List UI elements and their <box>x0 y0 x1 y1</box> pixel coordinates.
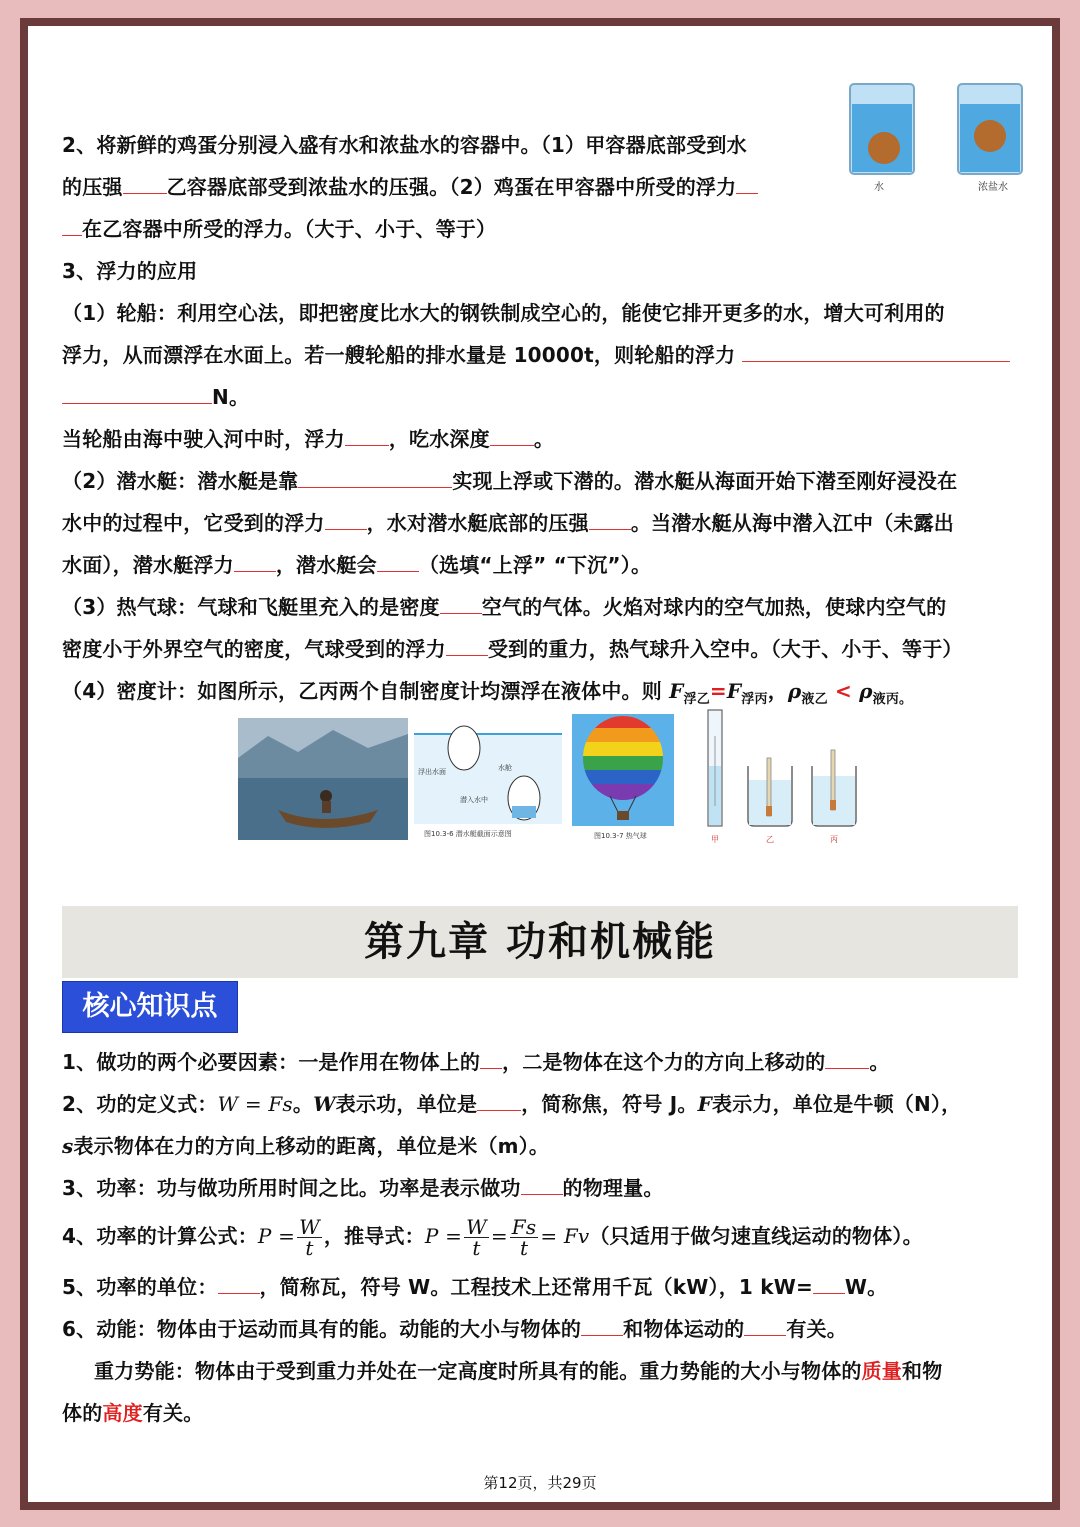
sub-label-top: 浮出水面 <box>418 768 446 776</box>
q2-line1: 2、将新鲜的鸡蛋分别浸入盛有水和浓盐水的容器中。（1）甲容器底部受到水 <box>62 133 747 157</box>
ch9-gravity-line1: 重力势能：物体由于受到重力并处在一定高度时所具有的能。重力势能的大小与物体的质量和物 <box>94 1359 943 1383</box>
answer-blank[interactable] <box>325 508 367 530</box>
answer-blank[interactable] <box>218 1272 260 1294</box>
sub-label-bot: 潜入水中 <box>460 796 488 804</box>
q3-sub-line3: 水面），潜水艇浮力 ，潜水艇会 （选填“上浮” “下沉”）。 <box>62 544 1022 586</box>
answer-blank[interactable] <box>62 214 82 236</box>
answer-blank[interactable] <box>813 1272 845 1294</box>
answer-blank[interactable] <box>377 550 419 572</box>
beaker-salt-label: 浓盐水 <box>978 182 1008 193</box>
sub-caption: 图10.3-6 潜水艇截面示意图 <box>424 830 512 838</box>
answer-blank[interactable] <box>123 172 167 194</box>
ch9-item4: 4、功率的计算公式：P = $\frac{W}{t}$ ，推导式：P = $\frac{W}{t}$ = $\frac{Fs}{t}$ = Fv（只适用于做匀速直线运动的物体）。 <box>62 1215 923 1260</box>
answer-blank[interactable] <box>589 508 631 530</box>
q3-ship-line4: 当轮船由海中驶入河中时，浮力 ，吃水深度 。 <box>62 418 1022 460</box>
cylinder-jia <box>708 710 722 826</box>
q2-line2: 的压强 乙容器底部受到浓盐水的压强。（2）鸡蛋在甲容器中所受的浮力 <box>62 166 1022 208</box>
q3-ship-line1: （1）轮船：利用空心法，即把密度比水大的钢铁制成空心的，能使它排开更多的水，增大可利用的 <box>62 301 945 325</box>
q2-line3: 在乙容器中所受的浮力。（大于、小于、等于） <box>62 208 1022 250</box>
answer-blank[interactable] <box>736 172 758 194</box>
chapter-title: 第九章 功和机械能 <box>62 906 1018 978</box>
answer-blank[interactable] <box>825 1047 869 1069</box>
page-footer: 第12页，共29页 <box>483 1474 597 1492</box>
beaker-water-label: 水 <box>874 182 884 193</box>
sub-label-mid: 水舱 <box>498 764 512 772</box>
answer-blank[interactable] <box>480 1047 502 1069</box>
answer-blank[interactable] <box>298 466 452 488</box>
answer-blank[interactable] <box>490 424 534 446</box>
ch9-gravity-line2: 体的高度有关。 <box>62 1401 204 1425</box>
answer-blank[interactable] <box>581 1314 623 1336</box>
q3-balloon-line1: （3）热气球：气球和飞艇里充入的是密度 空气的气体。火焰对球内的空气加热，使球内空气的 <box>62 586 1022 628</box>
densimeter-illustration <box>688 706 868 846</box>
answer-blank[interactable] <box>446 634 488 656</box>
beaker-yi <box>748 758 792 826</box>
answer-blank[interactable] <box>742 340 1010 362</box>
q3-balloon-line2: 密度小于外界空气的密度，气球受到的浮力 受到的重力，热气球升入空中。（大于、小于、等于） <box>62 628 1022 670</box>
beaker-bing <box>812 750 856 826</box>
q3-sub-line2: 水中的过程中，它受到的浮力 ，水对潜水艇底部的压强 。当潜水艇从海中潜入江中（未露出 <box>62 502 1022 544</box>
power-fraction: $\frac{W}{t}$ <box>299 1215 320 1260</box>
answer-blank[interactable] <box>234 550 276 572</box>
ch9-item5: 5、功率的单位： ，简称瓦，符号 W。工程技术上还常用千瓦（kW），1 kW= W。 <box>62 1266 1022 1308</box>
ship-photo <box>238 718 408 840</box>
core-knowledge-badge: 核心知识点 <box>62 981 238 1033</box>
submarine-diagram <box>414 718 562 843</box>
jar-label-bing: 丙 <box>830 835 838 844</box>
answer-blank[interactable] <box>62 382 212 404</box>
ch9-item2-line2: s表示物体在力的方向上移动的距离，单位是米（m）。 <box>62 1134 550 1158</box>
answer-blank[interactable] <box>440 592 482 614</box>
answer-blank[interactable] <box>521 1173 563 1195</box>
answer-blank[interactable] <box>345 424 389 446</box>
hot-air-balloon-photo <box>572 714 674 844</box>
jar-label-jia: 甲 <box>711 835 719 844</box>
q3-density-line: （4）密度计：如图所示，乙丙两个自制密度计均漂浮在液体中。则 $F_{浮乙}=F_{浮丙}$，$\rho_{液乙} < \rho_{液丙。}$ <box>62 679 913 707</box>
ch9-item1: 1、做功的两个必要因素：一是作用在物体上的 ，二是物体在这个力的方向上移动的 。 <box>62 1041 1022 1083</box>
ch9-item3: 3、功率：功与做功所用时间之比。功率是表示做功 的物理量。 <box>62 1167 1022 1209</box>
q3-ship-line3: N。 <box>62 376 1022 418</box>
ch9-item6: 6、动能：物体由于运动而具有的能。动能的大小与物体的 和物体运动的 有关。 <box>62 1308 1022 1350</box>
derived-fraction-2: $\frac{Fs}{t}$ <box>511 1215 537 1260</box>
q3-ship-line2: 浮力，从而漂浮在水面上。若一艘轮船的排水量是 10000t，则轮船的浮力 <box>62 334 1022 376</box>
q3-title: 3、浮力的应用 <box>62 259 198 283</box>
jar-label-yi: 乙 <box>766 835 774 844</box>
q3-sub-line1: （2）潜水艇：潜水艇是靠 实现上浮或下潜的。潜水艇从海面开始下潜至刚好浸没在 <box>62 460 1022 502</box>
ch9-item2-line1: 2、功的定义式：W = Fs。W表示功，单位是 ，简称焦，符号 J。F表示力，单位是牛顿（N）， <box>62 1083 1022 1125</box>
document-page <box>28 26 1052 1502</box>
balloon-caption: 图10.3-7 热气球 <box>594 832 647 840</box>
derived-fraction-1: $\frac{W}{t}$ <box>466 1215 487 1260</box>
answer-blank[interactable] <box>744 1314 786 1336</box>
answer-blank[interactable] <box>477 1089 521 1111</box>
